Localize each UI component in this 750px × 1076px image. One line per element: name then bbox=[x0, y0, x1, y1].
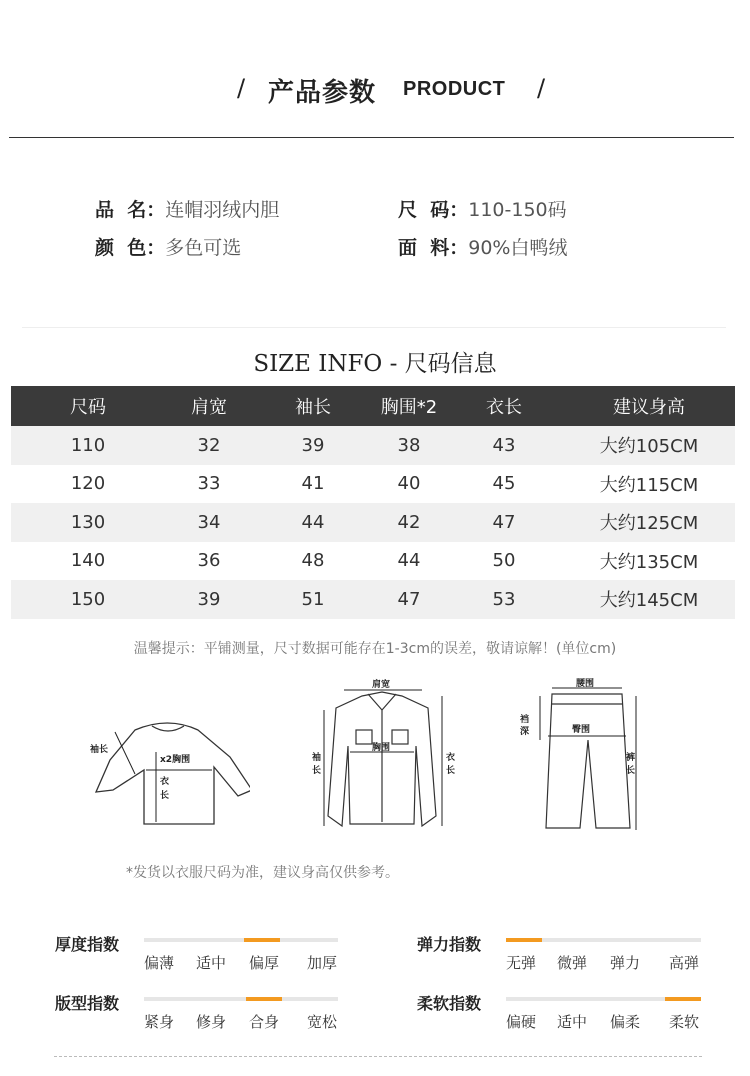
info-name-label: 品 名： bbox=[95, 198, 166, 221]
shipping-note: *发货以衣服尺码为准，建议身高仅供参考。 bbox=[126, 865, 399, 881]
index-fill bbox=[246, 997, 282, 1001]
index-bar bbox=[506, 997, 701, 1001]
table-cell: 44 bbox=[301, 511, 325, 533]
sleeve-measure-line bbox=[115, 732, 135, 774]
table-cell: 38 bbox=[397, 434, 421, 456]
index-bar bbox=[506, 938, 701, 942]
info-fabric-label: 面 料： bbox=[398, 236, 469, 259]
shirt-shoulder-label: 肩宽 bbox=[372, 680, 391, 690]
shirt-outline-icon bbox=[328, 692, 436, 826]
index-option: 偏厚 bbox=[249, 954, 280, 972]
info-name-value: 连帽羽绒内胆 bbox=[165, 198, 280, 221]
info-fabric-value: 90%白鸭绒 bbox=[468, 236, 568, 259]
info-name bbox=[95, 195, 279, 221]
pants-rise-label-1: 裆 bbox=[520, 715, 530, 725]
sweater-chest-label: x2胸围 bbox=[160, 755, 191, 765]
table-header-cell: 建议身高 bbox=[613, 397, 685, 418]
shirt-sleeve-label-1: 袖 bbox=[312, 753, 322, 763]
header-title-cn: 产品参数 bbox=[268, 78, 377, 108]
table-cell: 34 bbox=[197, 511, 221, 533]
table-cell: 42 bbox=[397, 511, 421, 533]
index-fill bbox=[665, 997, 701, 1001]
info-color bbox=[95, 233, 241, 259]
pants-hip-label: 臀围 bbox=[572, 725, 591, 735]
index-option: 无弹 bbox=[506, 954, 537, 972]
sweater-length-label-2: 长 bbox=[160, 791, 170, 801]
index-fill bbox=[244, 938, 280, 942]
sweater-diagram bbox=[80, 712, 250, 830]
info-color-label: 颜 色： bbox=[95, 236, 166, 259]
table-cell: 41 bbox=[301, 473, 325, 495]
table-row bbox=[11, 580, 735, 619]
bottom-divider bbox=[54, 1056, 702, 1057]
index-name: 厚度指数 bbox=[55, 935, 120, 954]
index-option: 修身 bbox=[196, 1013, 227, 1031]
table-cell: 32 bbox=[197, 434, 221, 456]
index-option: 弹力 bbox=[610, 954, 641, 972]
info-size bbox=[398, 195, 567, 221]
index-option: 宽松 bbox=[307, 1013, 338, 1031]
shirt-length-label-2: 长 bbox=[446, 766, 456, 776]
size-table bbox=[11, 386, 735, 619]
shirt-diagram bbox=[310, 676, 460, 832]
table-cell: 47 bbox=[397, 588, 421, 610]
table-cell: 150 bbox=[70, 588, 106, 610]
table-row bbox=[11, 426, 735, 465]
info-size-label: 尺 码： bbox=[398, 198, 469, 221]
table-cell: 50 bbox=[492, 550, 516, 572]
table-cell: 53 bbox=[492, 588, 516, 610]
table-header-cell: 肩宽 bbox=[191, 397, 227, 418]
size-info-title: SIZE INFO - 尺码信息 bbox=[253, 351, 497, 377]
pants-rise-label-2: 深 bbox=[520, 727, 530, 737]
table-cell: 大约145CM bbox=[599, 590, 699, 612]
table-cell: 43 bbox=[492, 434, 516, 456]
header-slash-left: / bbox=[237, 74, 246, 102]
pants-diagram bbox=[512, 678, 646, 834]
index-option: 加厚 bbox=[307, 954, 338, 972]
table-row bbox=[11, 465, 735, 504]
table-cell: 40 bbox=[397, 473, 421, 495]
table-header-row bbox=[11, 386, 735, 426]
table-header-cell: 袖长 bbox=[295, 397, 331, 418]
index-option: 微弹 bbox=[557, 954, 588, 972]
table-header-cell: 胸围*2 bbox=[380, 397, 438, 418]
shirt-chest-label: 胸围 bbox=[372, 743, 391, 753]
table-cell: 120 bbox=[70, 473, 106, 495]
index-option: 偏硬 bbox=[506, 1013, 537, 1031]
index-option: 偏薄 bbox=[144, 954, 175, 972]
table-cell: 36 bbox=[197, 550, 221, 572]
table-row bbox=[11, 503, 735, 542]
index-option: 偏柔 bbox=[610, 1013, 641, 1031]
index-option: 适中 bbox=[557, 1013, 588, 1031]
table-cell: 110 bbox=[70, 434, 106, 456]
shirt-sleeve-label-2: 长 bbox=[312, 766, 322, 776]
table-cell: 140 bbox=[70, 550, 106, 572]
pants-length-label-2: 长 bbox=[626, 766, 636, 776]
table-cell: 33 bbox=[197, 473, 221, 495]
sweater-sleeve-label: 袖长 bbox=[90, 745, 109, 755]
table-cell: 大约105CM bbox=[599, 436, 699, 458]
shirt-length-label-1: 衣 bbox=[446, 753, 456, 763]
index-bar bbox=[144, 997, 338, 1001]
info-color-value: 多色可选 bbox=[165, 236, 242, 259]
measurement-note: 温馨提示：平铺测量，尺寸数据可能存在1-3cm的误差，敬请谅解！(单位cm) bbox=[133, 641, 617, 657]
index-fill bbox=[506, 938, 542, 942]
sweater-outline-icon bbox=[96, 723, 250, 824]
index-name: 版型指数 bbox=[55, 994, 120, 1013]
table-cell: 大约125CM bbox=[599, 513, 699, 535]
header-divider bbox=[9, 137, 734, 138]
index-option: 适中 bbox=[196, 954, 227, 972]
table-cell: 44 bbox=[397, 550, 421, 572]
table-cell: 51 bbox=[301, 588, 325, 610]
section-divider bbox=[22, 327, 726, 328]
pants-length-label-1: 裤 bbox=[626, 753, 636, 763]
table-header-cell: 尺码 bbox=[70, 397, 106, 418]
table-cell: 47 bbox=[492, 511, 516, 533]
index-name: 柔软指数 bbox=[417, 994, 482, 1013]
index-bar bbox=[144, 938, 338, 942]
info-size-value: 110-150码 bbox=[468, 198, 567, 221]
table-cell: 39 bbox=[197, 588, 221, 610]
index-option: 紧身 bbox=[144, 1013, 175, 1031]
table-cell: 39 bbox=[301, 434, 325, 456]
sweater-length-label-1: 衣 bbox=[160, 777, 170, 787]
table-cell: 45 bbox=[492, 473, 516, 495]
table-cell: 48 bbox=[301, 550, 325, 572]
table-cell: 大约135CM bbox=[599, 551, 699, 573]
header-slash-right: / bbox=[537, 74, 546, 102]
table-cell: 大约115CM bbox=[599, 474, 699, 496]
index-name: 弹力指数 bbox=[417, 935, 482, 954]
info-fabric bbox=[398, 233, 567, 259]
table-cell: 130 bbox=[70, 511, 106, 533]
table-row bbox=[11, 542, 735, 581]
pants-outline-icon bbox=[546, 694, 630, 828]
header-title-en: PRODUCT bbox=[403, 78, 506, 100]
pants-waist-label: 腰围 bbox=[576, 679, 595, 689]
index-option: 合身 bbox=[249, 1013, 280, 1031]
table-header-cell: 衣长 bbox=[486, 397, 522, 418]
index-option: 柔软 bbox=[669, 1013, 700, 1031]
section-header bbox=[0, 70, 750, 110]
index-option: 高弹 bbox=[669, 954, 700, 972]
